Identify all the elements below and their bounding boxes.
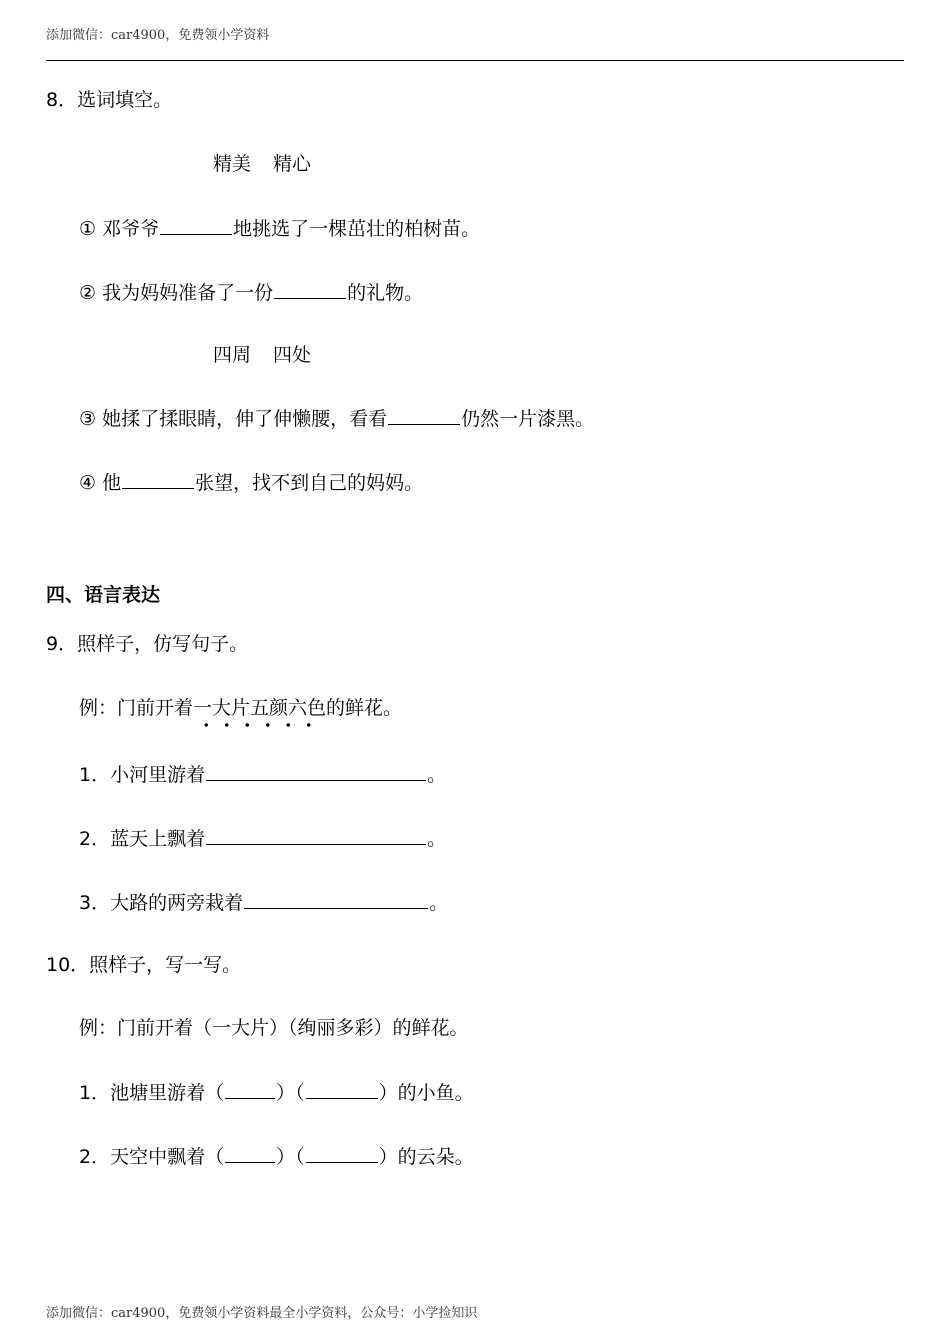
question-10-title: 10．照样子，写一写。	[46, 954, 242, 976]
item-text: 仍然一片漆黑。	[461, 408, 595, 430]
item-text: ④ 他	[79, 472, 122, 494]
item-text: 1．池塘里游着（	[79, 1082, 225, 1104]
section-title: 四、语言表达	[46, 584, 161, 606]
item-text: 2．天空中飘着（	[79, 1146, 225, 1168]
answer-blank[interactable]	[160, 216, 232, 235]
item-text: ）的小鱼。	[378, 1082, 474, 1104]
word-choices-1	[213, 152, 333, 176]
example-text: 的鲜花。	[326, 697, 403, 719]
item-text: 的礼物。	[347, 282, 424, 304]
answer-blank[interactable]	[244, 890, 428, 909]
answer-blank[interactable]	[225, 1144, 275, 1163]
question-10-example: 例：门前开着（一大片）（绚丽多彩）的鲜花。	[79, 1017, 469, 1039]
question-8-item-1	[79, 216, 480, 241]
item-text: ③ 她揉了揉眼睛，伸了伸懒腰，看看	[79, 408, 388, 430]
item-text: 2．蓝天上飘着	[79, 828, 206, 850]
answer-blank[interactable]	[206, 826, 426, 845]
answer-blank[interactable]	[306, 1080, 378, 1099]
item-text: ）（	[276, 1146, 305, 1168]
question-9-title: 9．照样子，仿写句子。	[46, 633, 249, 655]
question-9-item-3	[79, 890, 448, 915]
header-divider	[46, 60, 904, 61]
item-text: ）的云朵。	[378, 1146, 474, 1168]
answer-blank[interactable]	[122, 470, 194, 489]
question-9-item-2	[79, 826, 446, 851]
answer-blank[interactable]	[388, 406, 460, 425]
item-text: 1．小河里游着	[79, 764, 206, 786]
item-text: 3．大路的两旁栽着	[79, 892, 244, 914]
answer-blank[interactable]	[274, 280, 346, 299]
word-choice: 精美	[213, 153, 252, 175]
question-9-item-1	[79, 762, 446, 787]
emphasis-dots	[195, 722, 324, 728]
item-text: ② 我为妈妈准备了一份	[79, 282, 274, 304]
question-8-item-4	[79, 470, 423, 495]
question-10-item-1	[79, 1080, 474, 1105]
item-text: 。	[429, 892, 449, 914]
item-text: 地挑选了一棵茁壮的柏树苗。	[233, 218, 481, 240]
item-text: ① 邓爷爷	[79, 218, 160, 240]
example-text: 例：门前开着	[79, 697, 194, 719]
item-text: 。	[427, 764, 447, 786]
item-text: ）（	[276, 1082, 305, 1104]
item-text: 。	[427, 828, 447, 850]
question-8-item-2	[79, 280, 423, 305]
emphasized-phrase: 一大片五颜六色	[193, 696, 326, 720]
question-10-item-2	[79, 1144, 474, 1169]
answer-blank[interactable]	[206, 762, 426, 781]
word-choice: 精心	[273, 153, 312, 175]
page-footer: 添加微信：car4900，免费领小学资料最全小学资料，公众号：小学捡知识	[46, 1306, 478, 1321]
question-9-example	[79, 696, 402, 720]
question-8-item-3	[79, 406, 594, 431]
answer-blank[interactable]	[225, 1080, 275, 1099]
question-8-title: 8．选词填空。	[46, 89, 173, 111]
word-choice: 四处	[273, 344, 312, 366]
page-header: 添加微信：car4900，免费领小学资料	[46, 28, 270, 43]
item-text: 张望，找不到自己的妈妈。	[195, 472, 424, 494]
word-choice: 四周	[213, 344, 252, 366]
word-choices-2	[213, 343, 333, 367]
answer-blank[interactable]	[306, 1144, 378, 1163]
